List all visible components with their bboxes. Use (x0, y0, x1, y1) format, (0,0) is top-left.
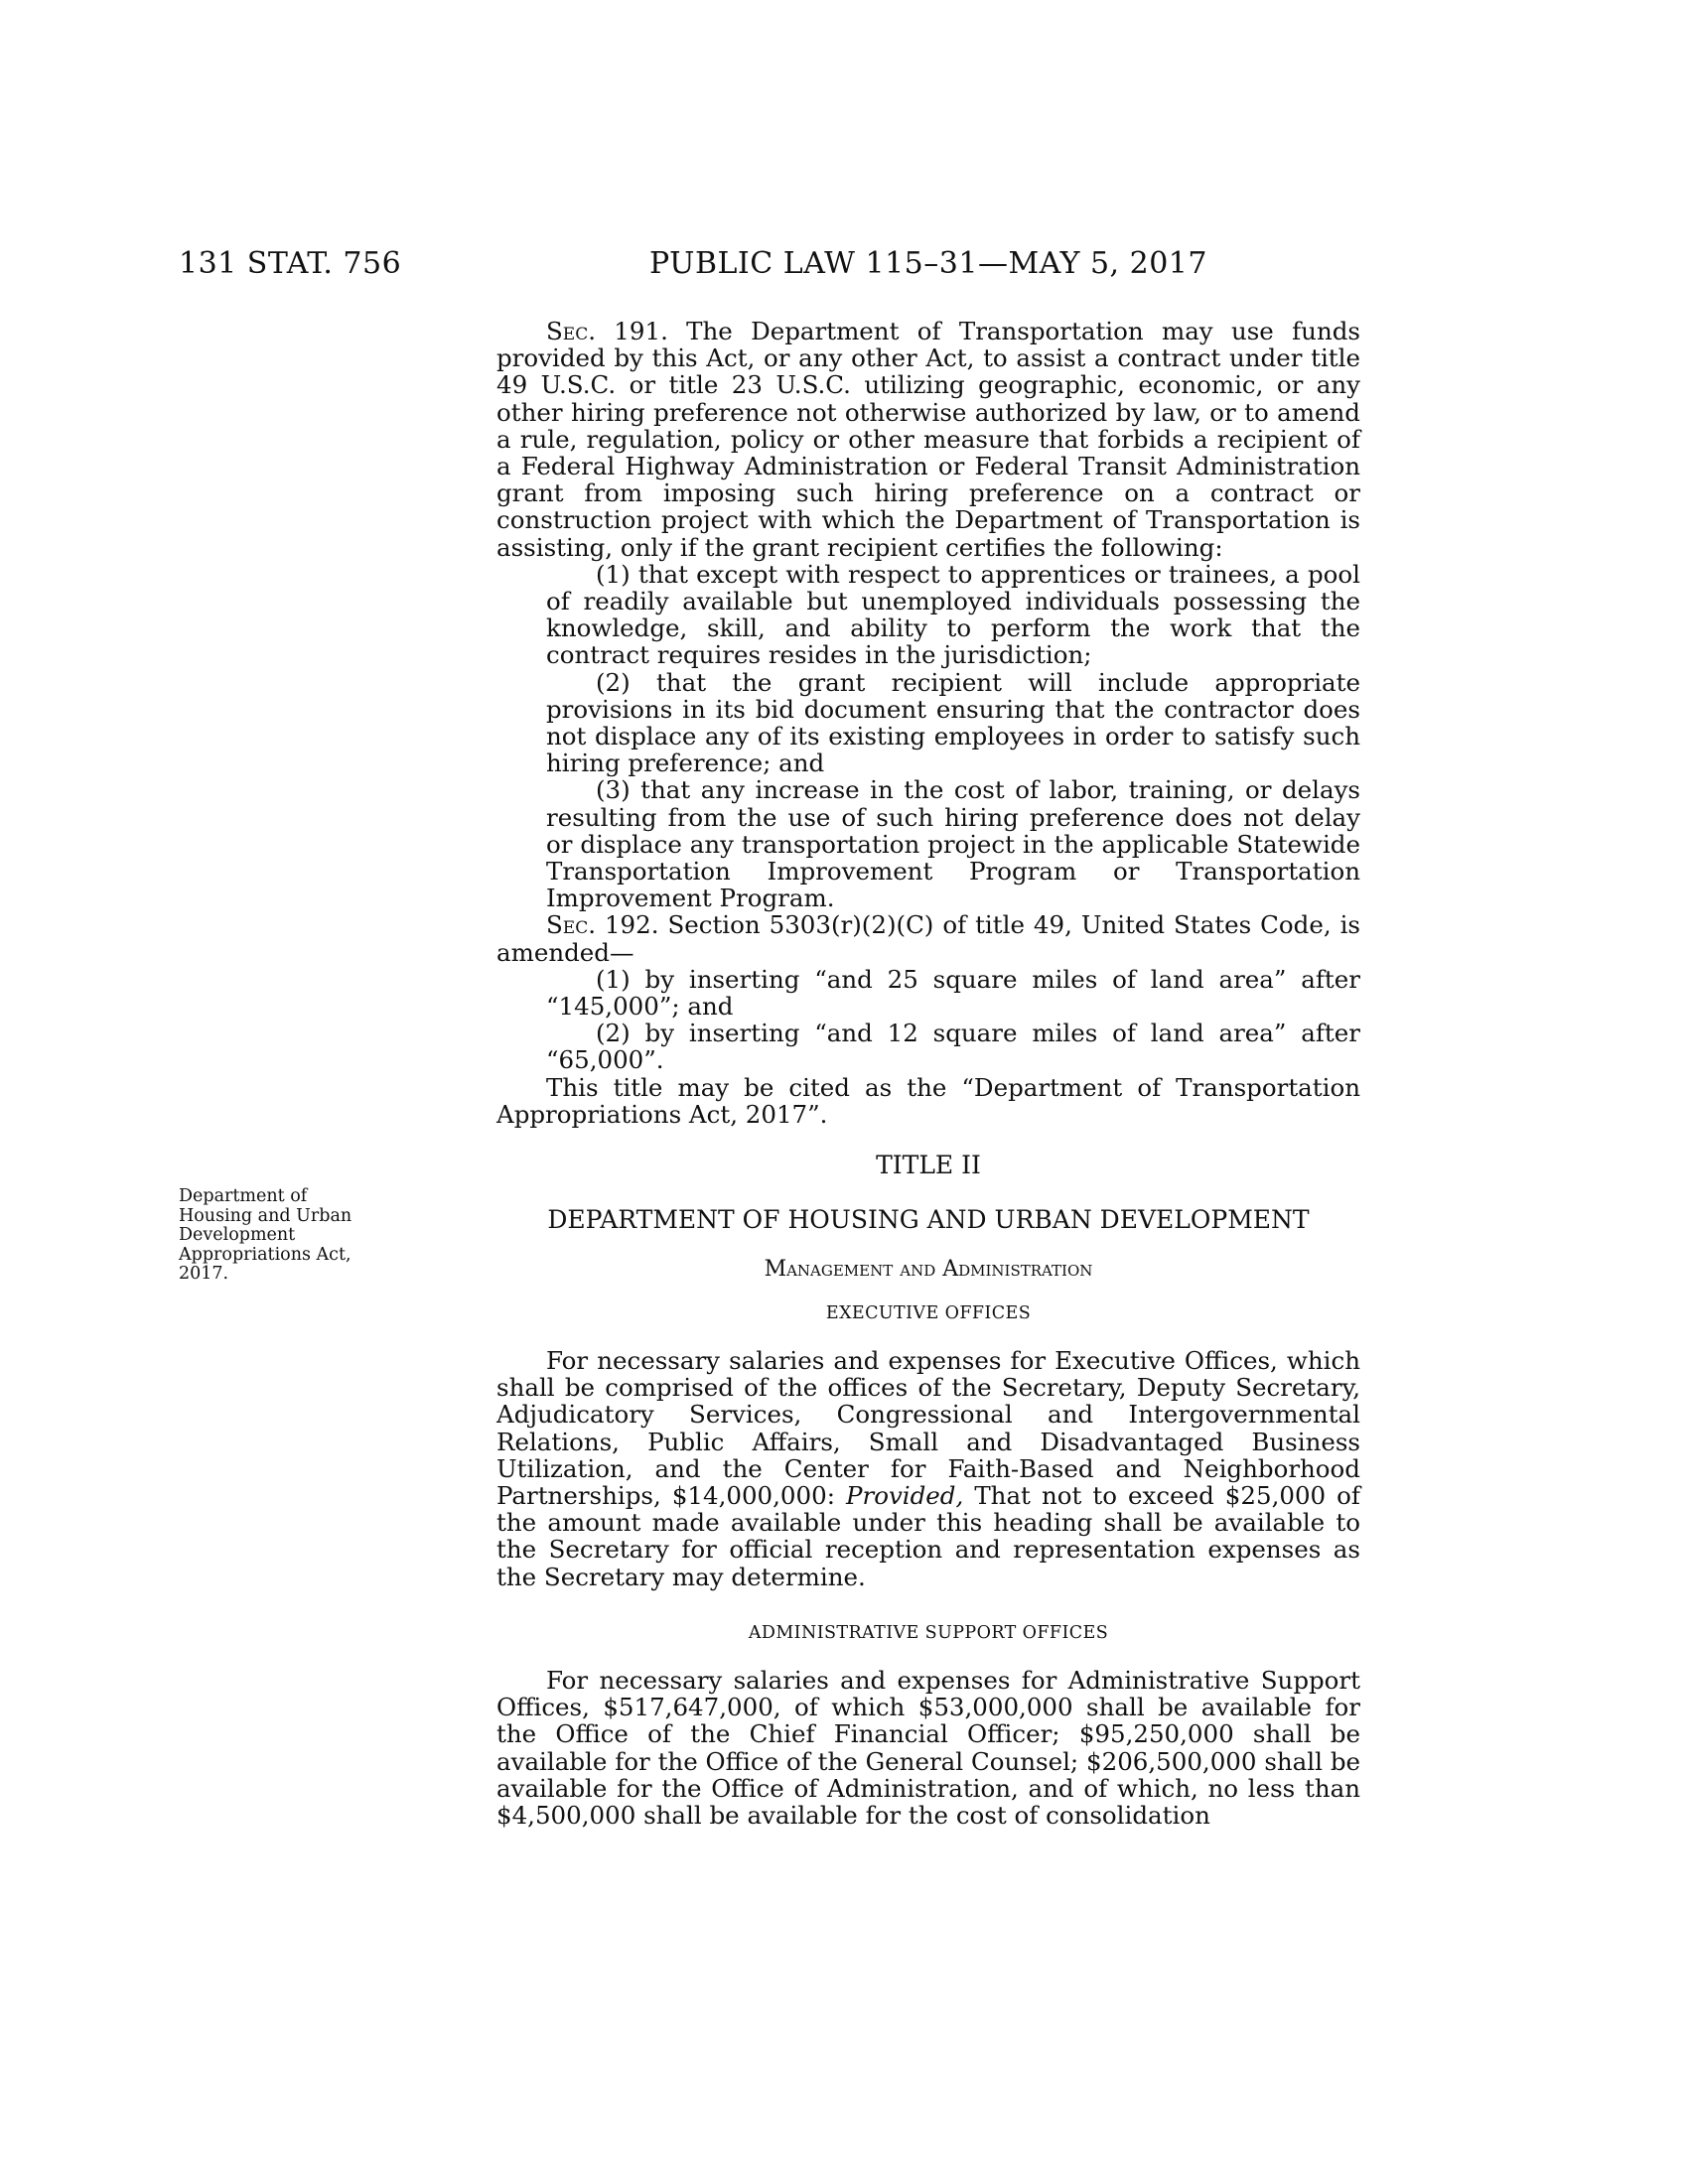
title-number: TITLE II (876, 1151, 981, 1180)
sec-191-text: 191. The Department of Transportation may use funds provided by this Act, or any other Act, to assist a contract under title 49 U.S.C. or title 23 U.S.C. utilizing geographic, economic, or any other hiring preference not otherwise authorized by law, or to amend a rule, regulation, policy or other measure that forbids a recipient of a Federal Highway Administration or Federal Transit Administration grant from imposing such hiring preference on a contract or construction project with which the Department of Transportation is assisting, only if the grant recipient certifies the following: (496, 317, 1360, 562)
sec-192-intro (496, 911, 1360, 965)
sec-191-intro (496, 318, 1360, 561)
executive-offices-text (496, 1347, 1360, 1590)
margin-note: Department of Housing and Urban Development Appropriations Act, 2017. (179, 1186, 352, 1284)
sec-191-item-1: (1) that except with respect to apprentices or trainees, a pool of readily available but unemployed individuals possessing the knowledge, skill, and ability to perform the work that the contract requires resides in the jurisdiction; (546, 559, 1360, 670)
management-heading: Management and Administration (764, 1256, 1093, 1282)
sec-192-item-2: (2) by inserting “and 12 square miles of land area” after “65,000”. (546, 1019, 1360, 1075)
sec-192-text: 192. Section 5303(r)(2)(C) of title 49, United States Code, is amended— (496, 910, 1360, 967)
sec-label: Sec. (546, 910, 596, 940)
running-title: PUBLIC LAW 115–31—MAY 5, 2017 (649, 246, 1207, 281)
executive-offices-heading: EXECUTIVE OFFICES (825, 1302, 1032, 1323)
sec-label: Sec. (546, 317, 596, 345)
department-heading: DEPARTMENT OF HOUSING AND URBAN DEVELOPMENT (547, 1205, 1310, 1235)
sec-191-item-3: (3) that any increase in the cost of labor, training, or delays resulting from the use of such hiring preference does not delay or displace any transportation project in the applicable Statewide Transportation Improvement Program or Transportation Improvement Program. (546, 775, 1360, 913)
provided-term: Provided, (846, 1480, 964, 1510)
executive-offices-text-a: For necessary salaries and expenses for Executive Offices, which shall be comprised of the offices of the Secretary, Deputy Secretary, Adjudicatory Services, Congressional and Intergovernmental Relations, Public Affairs, Small and Disadvantaged Business Utilization, and the Center for Faith-Based and Neighborhood Partnerships, $14,000,000: (496, 1345, 1360, 1510)
sec-192-item-1: (1) by inserting “and 25 square miles of land area” after “145,000”; and (546, 964, 1360, 1022)
stat-reference: 131 STAT. 756 (179, 246, 402, 281)
main-column (496, 318, 1360, 1829)
sec-191-item-2: (2) that the grant recipient will include appropriate provisions in its bid document ensuring that the contractor does not displace any of its existing employees in order to satisfy such hiring preference; and (546, 667, 1360, 778)
admin-support-heading: ADMINISTRATIVE SUPPORT OFFICES (748, 1622, 1109, 1643)
admin-support-text: For necessary salaries and expenses for Administrative Support Offices, $517,647,000, of which $53,000,000 shall be available for the Office of the Chief Financial Officer; $95,250,000 shall be available for the Office of the General Counsel; $206,500,000 shall be available for the Office of Administration, and of which, no less than $4,500,000 shall be available for the cost of consolidation (496, 1665, 1360, 1830)
title-citation: This title may be cited as the “Department of Transportation Appropriations Act, 2017”. (496, 1072, 1360, 1129)
executive-offices-text-b: That not to exceed $25,000 of the amount made available under this heading shall be available to the Secretary for official reception and representation expenses as the Secretary may determine. (496, 1480, 1360, 1591)
